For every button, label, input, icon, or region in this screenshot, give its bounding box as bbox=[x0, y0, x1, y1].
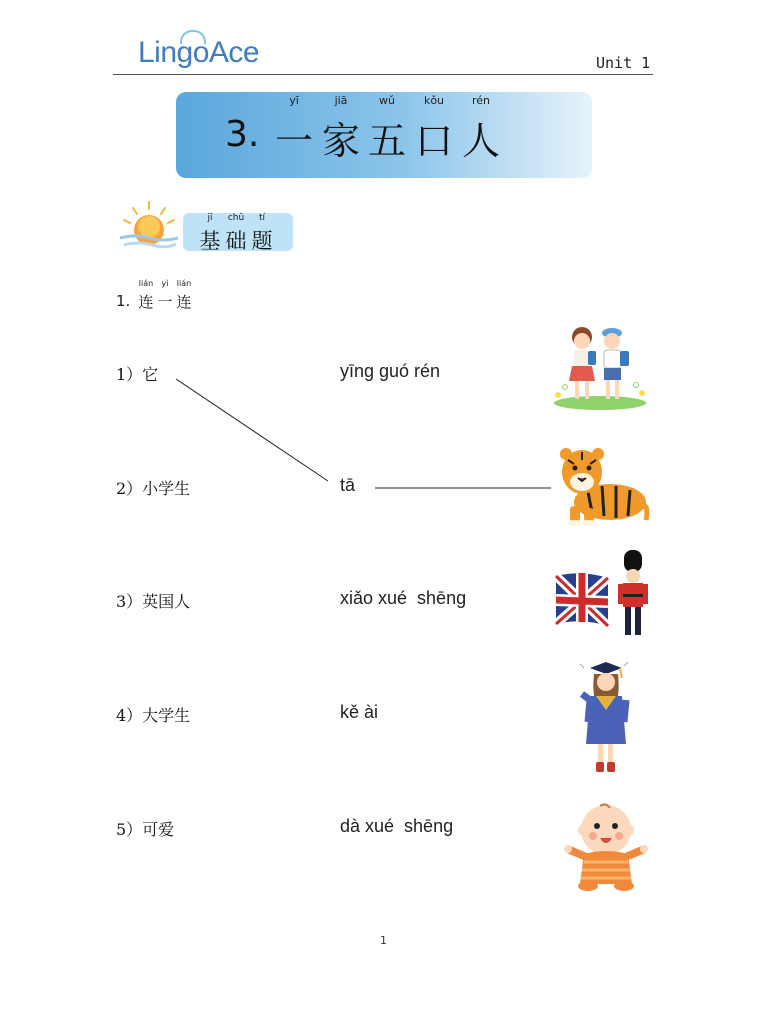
section-char: 题 bbox=[251, 229, 273, 253]
page-number: 1 bbox=[380, 934, 387, 947]
word-item: 3）英国人 bbox=[116, 592, 191, 611]
title-pinyin: rén bbox=[471, 94, 491, 107]
pinyin-item: xiǎo xué shēng bbox=[340, 588, 467, 608]
word-item: 2）小学生 bbox=[116, 479, 191, 498]
graduate-picture bbox=[576, 660, 632, 776]
title-pinyin: jiā bbox=[334, 94, 348, 107]
section-char: 础 bbox=[225, 229, 247, 253]
title-char: 家 bbox=[321, 119, 360, 163]
word-item: 4）大学生 bbox=[116, 706, 191, 725]
word-item: 1）它 bbox=[116, 365, 159, 384]
title-pinyin: kǒu bbox=[423, 94, 445, 107]
brand-name: LingoAce bbox=[138, 36, 260, 69]
title-pinyin: yī bbox=[289, 94, 299, 107]
question-char: 一 bbox=[157, 293, 173, 311]
title-char: 五 bbox=[367, 119, 406, 163]
pinyin-item: yīng guó rén bbox=[340, 361, 441, 381]
title-char: 口 bbox=[414, 119, 453, 163]
unit-label: Unit 1 bbox=[596, 54, 651, 72]
section-pinyin: jī bbox=[207, 213, 213, 223]
baby-picture bbox=[560, 800, 652, 892]
pinyin-item: dà xué shēng bbox=[340, 816, 454, 836]
two-students-picture bbox=[550, 323, 650, 413]
section-char: 基 bbox=[199, 229, 221, 253]
match-line bbox=[176, 379, 328, 481]
question-pinyin: lián bbox=[138, 279, 154, 288]
title-char: 一 bbox=[274, 119, 313, 163]
question-pinyin: lián bbox=[176, 279, 192, 288]
section-pinyin: tí bbox=[258, 213, 266, 223]
title-char: 人 bbox=[461, 119, 500, 163]
pinyin-item: tā bbox=[340, 475, 356, 495]
lesson-number: 3. bbox=[225, 114, 260, 155]
word-item: 5）可爱 bbox=[116, 820, 175, 839]
british-flag-guard-picture bbox=[552, 548, 652, 638]
pinyin-item: kě ài bbox=[340, 702, 379, 722]
question-char: 连 bbox=[176, 293, 192, 311]
question-char: 连 bbox=[138, 293, 154, 311]
section-pinyin: chǔ bbox=[227, 213, 245, 223]
tiger-picture bbox=[552, 440, 652, 530]
question-pinyin: yì bbox=[161, 279, 169, 288]
title-pinyin: wǔ bbox=[379, 94, 395, 107]
question-number: 1. bbox=[116, 292, 131, 310]
